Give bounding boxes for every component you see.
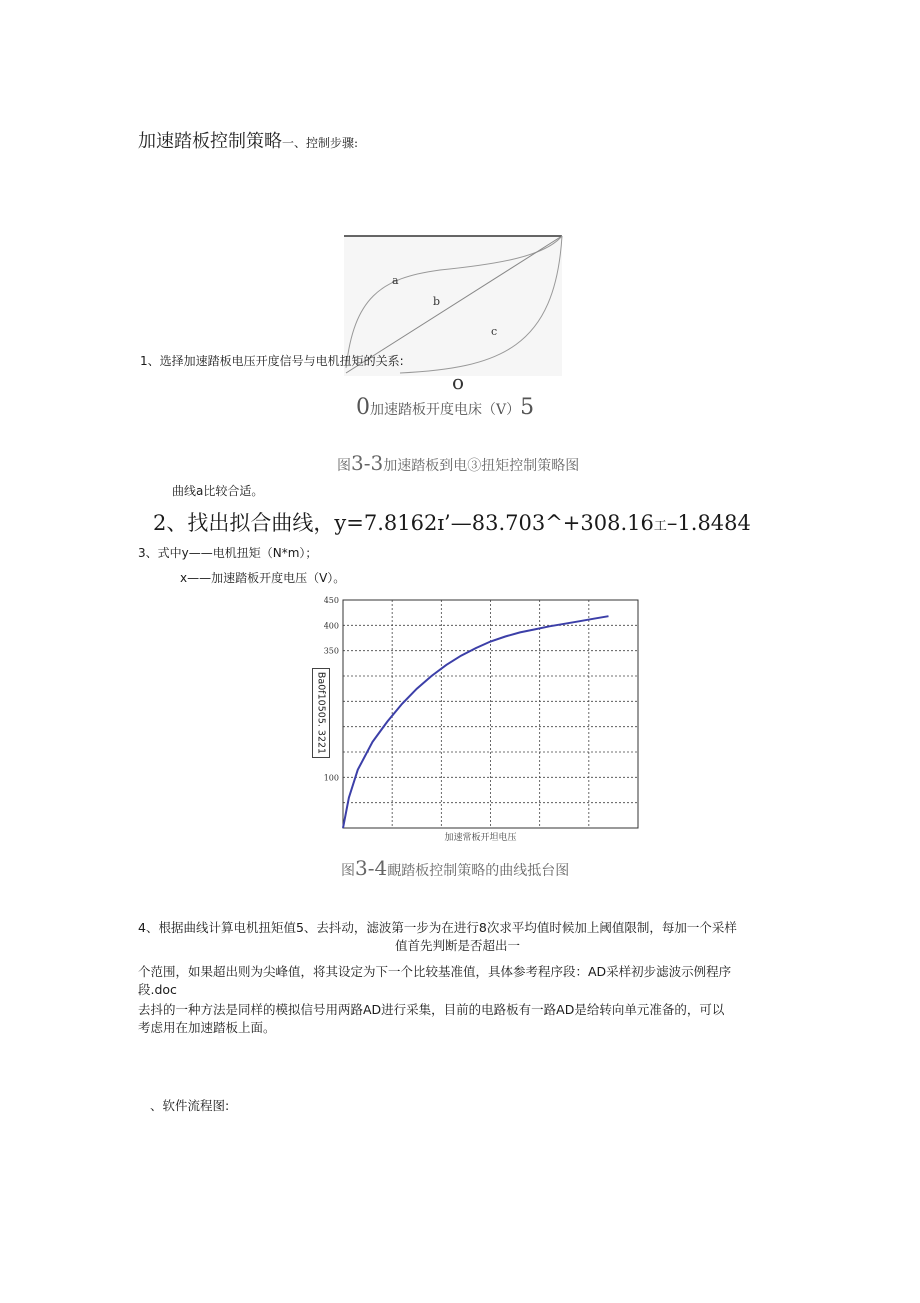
formula-part2: ɪ’ — [437, 511, 451, 535]
step4-text: 4、根据曲线计算电机扭矩值5、去抖动，滤波第一步为在进行8次求平均值时候加上阈值限制，每加一个采样 — [138, 920, 737, 935]
axis-start: 0 — [356, 395, 370, 420]
fig34-num: 3-4 — [355, 856, 388, 880]
formula-part5: –1.8484 — [666, 511, 751, 535]
chart-ytick-label: 350 — [323, 646, 339, 656]
formula-part3: —83.703^+308.16 — [450, 511, 654, 535]
formula-part1: y=7.8162 — [334, 511, 438, 535]
step2-prefix: 2、找出拟合曲线， — [153, 511, 335, 535]
chart-ytick-label: 450 — [323, 596, 339, 605]
origin-label: o — [452, 370, 465, 394]
step3-text: 3、式中y——电机扭矩（N*m）； — [138, 546, 318, 560]
step1-text: 1、选择加速踏板电压开度信号与电机扭矩的关系: — [140, 354, 404, 368]
curve-label-c: c — [491, 325, 498, 338]
figure-3-4-chart — [300, 590, 640, 845]
figure-3-3-axis-caption — [356, 395, 534, 420]
paragraph2-line2: 考虑用在加速踏板上面。 — [138, 1020, 276, 1035]
curve-label-a: a — [392, 274, 399, 287]
figure-3-3-caption — [337, 451, 579, 475]
fig33-prefix: 图 — [337, 458, 351, 474]
figure-3-4-caption — [341, 856, 569, 880]
axis-text: 加速踏板开度电床（V） — [370, 402, 521, 418]
step4-continued: 值首先判断是否超出一 — [395, 938, 521, 953]
chart-series-line — [343, 616, 609, 828]
fig33-num: 3-3 — [351, 451, 384, 475]
axis-end: 5 — [520, 395, 535, 420]
paragraph1-line2: 段.doc — [138, 982, 177, 997]
paragraph1-line1: 个范围，如果超出则为尖峰值，将其设定为下一个比较基准值，具体参考程序段：AD采样初步滤波示例程序 — [138, 964, 732, 979]
chart-xlabel: 加速常板开坦电压 — [444, 833, 517, 843]
title-suffix: 一、控制步骤: — [282, 136, 359, 150]
chart-ylabel: Ba0f10505. 3221 — [315, 671, 327, 755]
x-definition: x——加速踏板开度电压（V）。 — [180, 571, 346, 585]
software-flow-heading: 、软件流程图: — [150, 1098, 230, 1113]
step2-formula — [153, 507, 751, 537]
chart-ylabel-box — [312, 668, 330, 758]
curve-choice-text: 曲线a比较合适。 — [172, 484, 264, 498]
fig34-text: 靦踏板控制策略的曲线抵台图 — [387, 863, 570, 879]
fig33-text: 加速踏板到电③扭矩控制策略图 — [383, 458, 580, 474]
formula-part4: 工 — [653, 519, 667, 534]
chart-ytick-label: 400 — [323, 621, 339, 631]
curve-label-b: b — [433, 295, 441, 308]
paragraph2-line1: 去抖的一种方法是同样的模拟信号用两路AD进行采集，目前的电路板有一路AD是给转向单元准备的，可以 — [138, 1002, 725, 1017]
chart-ytick-label: 100 — [323, 773, 339, 783]
fig34-prefix: 图 — [341, 863, 355, 879]
document-title — [138, 127, 358, 153]
title-main: 加速踏板控制策略 — [138, 131, 282, 152]
